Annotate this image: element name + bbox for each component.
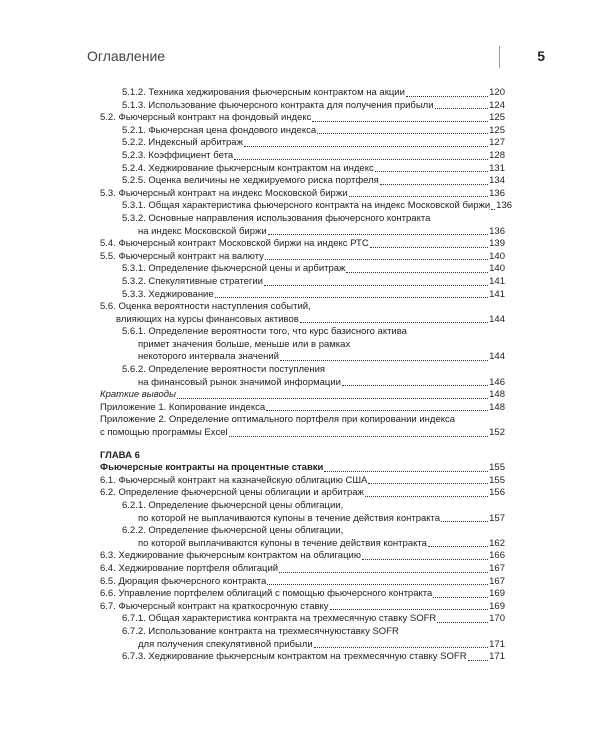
chapter-title: Фьючерсные контракты на процентные ставки 155 (100, 462, 505, 474)
toc-entry: 5.2.4. Хеджирование фьючерсным контрактом на индекс 131 (122, 162, 505, 174)
page-header (85, 48, 545, 70)
toc-entry: 6.2.1. Определение фьючерсной цены облигации, по которой не выплачиваются купоны в течение действия контракта 157 (122, 500, 505, 524)
toc-entry: 6.2. Определение фьючерсной цены облигации и арбитраж 156 (100, 487, 505, 499)
page-number: 5 (537, 48, 545, 64)
toc-entry: 5.6. Оценка вероятности наступления событий, влияющих на курсы финансовых активов 144 (100, 301, 505, 325)
toc-entry: 5.4. Фьючерсный контракт Московской биржи на индекс РТС 139 (100, 238, 505, 250)
toc-entry: 6.7.2. Использование контракта на трехмесячнуюставку SOFR для получения спекулятивной прибыли 171 (122, 625, 505, 650)
table-of-contents (100, 87, 513, 664)
toc-entry: 6.7.3. Хеджирование фьючерсным контрактом на трехмесячную ставку SOFR 171 (122, 651, 505, 663)
toc-entry: 5.1.2. Техника хеджирования фьючерсным контрактом на акции 120 (122, 87, 505, 98)
toc-entry: 5.3.2. Спекулятивные стратегии 141 (122, 275, 505, 287)
toc-entry: 5.2. Фьючерсный контракт на фондовый индекс 125 (100, 112, 505, 124)
toc-entry: 6.4. Хеджирование портфеля облигаций 167 (100, 562, 505, 574)
toc-entry: 5.3. Фьючерсный контракт на индекс Московской биржи 136 (100, 187, 505, 199)
toc-entry: 5.5. Фьючерсный контракт на валюту 140 (100, 250, 505, 262)
toc-entry: 6.3. Хеджирование фьючерсным контрактом на облигацию 166 (100, 550, 505, 562)
toc-entry: 5.3.3. Хеджирование 141 (122, 288, 505, 300)
toc-entry: 5.1.3. Использование фьючерсного контракта для получения прибыли 124 (122, 99, 505, 111)
toc-entry: 6.6. Управление портфелем облигаций с помощью фьючерсного контракта 169 (100, 588, 505, 600)
toc-entry: Краткие выводы 148 (100, 389, 505, 401)
toc-entry: 6.1. Фьючерсный контракт на казначейскую облигацию США 155 (100, 474, 505, 486)
toc-entry: 6.7.1. Общая характеристика контракта на трехмесячную ставку SOFR 170 (122, 613, 505, 625)
running-title: Оглавление (87, 48, 166, 64)
toc-entry: Приложение 1. Копирование индекса 148 (100, 401, 505, 413)
toc-entry: 5.3.2. Основные направления использования фьючерсного контракта на индекс Московской биржи 136 (122, 212, 505, 237)
toc-entry: 5.2.1. Фьючерсная цена фондового индекса 125 (122, 124, 505, 136)
toc-entry: 6.5. Дюрация фьючерсного контракта 167 (100, 575, 505, 587)
toc-entry: 5.2.3. Коэффициент бета 128 (122, 149, 505, 161)
toc-entry: 5.2.2. Индексный арбитраж 127 (122, 137, 505, 149)
toc-entry: 5.3.1. Общая характеристика фьючерсного контракта на индекс Московской биржи 136 (122, 200, 513, 212)
toc-entry: 6.7. Фьючерсный контракт на краткосрочную ставку 169 (100, 600, 505, 612)
toc-entry: 5.6.2. Определение вероятности поступления на финансовый рынок значимой информации 146 (122, 364, 505, 388)
toc-entry: 5.2.5. Оценка величины не хеджируемого риска портфеля 134 (122, 175, 505, 187)
toc-entry: 5.3.1. Определение фьючерсной цены и арбитраж 140 (122, 263, 505, 275)
toc-entry: 6.2.2. Определение фьючерсной цены облигации, по которой выплачиваются купоны в течение действия контракта 162 (122, 525, 505, 549)
chapter-label: ГЛАВА 6 (100, 449, 140, 461)
toc-entry: 5.6.1. Определение вероятности того, что курс базисного актива примет значения больше, меньше или в рамках некоторого интервала значений 144 (122, 326, 505, 363)
toc-entry: Приложение 2. Определение оптимального портфеля при копировании индекса с помощью программы Excel 152 (100, 414, 505, 439)
header-divider (499, 46, 500, 68)
